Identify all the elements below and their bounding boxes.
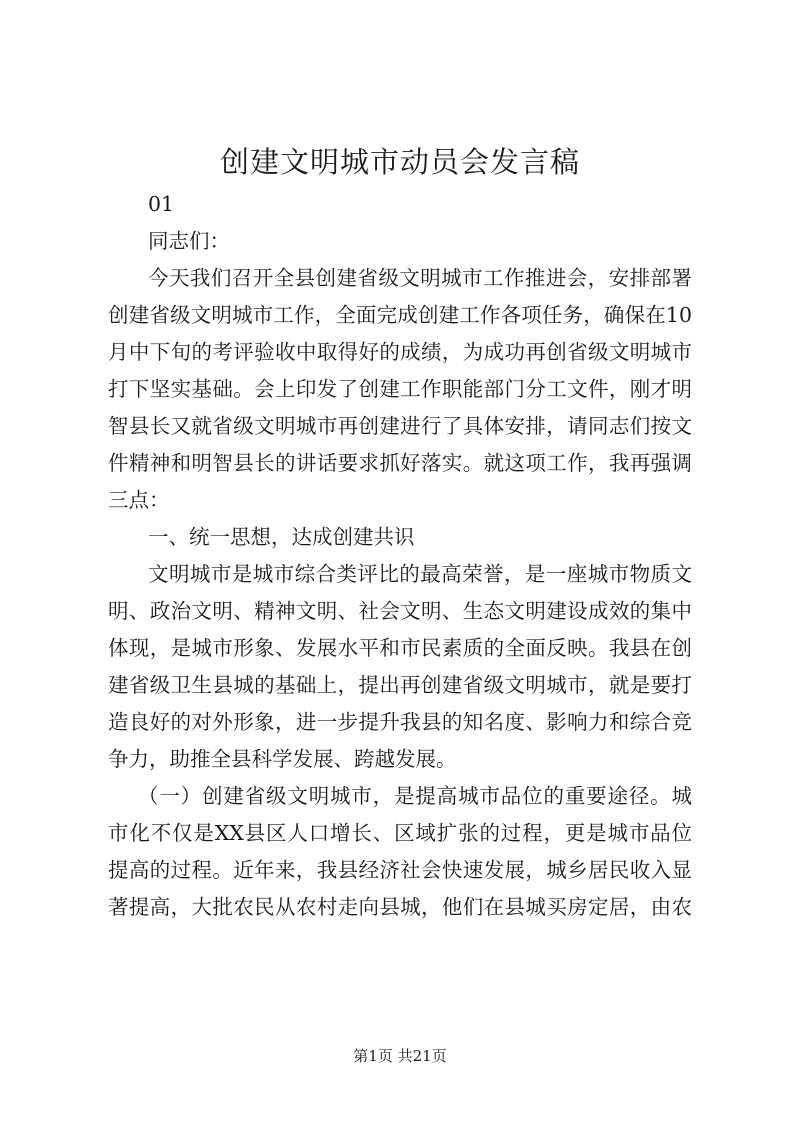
section-heading: 一、统一思想，达成创建共识 bbox=[148, 525, 415, 549]
paragraph-line: 文明城市是城市综合类评比的最高荣誉，是一座城市物质文 bbox=[148, 562, 692, 586]
paragraph-line: 著提高，大批农民从农村走向县城，他们在县城买房定居，由农 bbox=[108, 895, 692, 919]
paragraph-line: 市化不仅是XX县区人口增长、区域扩张的过程，更是城市品位 bbox=[108, 821, 692, 845]
salutation: 同志们： bbox=[148, 229, 230, 253]
paragraph-line: 智县长又就省级文明城市再创建进行了具体安排，请同志们按文 bbox=[108, 414, 692, 438]
paragraph-line: 今天我们召开全县创建省级文明城市工作推进会，安排部署 bbox=[148, 266, 692, 290]
paragraph-line: 月中下旬的考评验收中取得好的成绩，为成功再创省级文明城市 bbox=[108, 340, 692, 364]
document-title: 创建文明城市动员会发言稿 bbox=[219, 145, 580, 179]
paragraph-line: 明、政治文明、精神文明、社会文明、生态文明建设成效的集中 bbox=[108, 599, 692, 623]
paragraph-line: 体现，是城市形象、发展水平和市民素质的全面反映。我县在创 bbox=[108, 636, 692, 660]
page-footer: 第1页 共21页 bbox=[353, 1047, 447, 1065]
paragraph-line: 造良好的对外形象，进一步提升我县的知名度、影响力和综合竞 bbox=[108, 710, 692, 734]
paragraph-line: 创建省级文明城市工作，全面完成创建工作各项任务，确保在10 bbox=[108, 303, 692, 327]
paragraph-line: 提高的过程。近年来，我县经济社会快速发展，城乡居民收入显 bbox=[108, 858, 692, 882]
paragraph-line: 建省级卫生县城的基础上，提出再创建省级文明城市，就是要打 bbox=[108, 673, 692, 697]
paragraph-line: 三点： bbox=[108, 488, 170, 512]
paragraph-line: （一）创建省级文明城市，是提高城市品位的重要途径。城 bbox=[138, 784, 692, 808]
document-body bbox=[108, 186, 692, 926]
paragraph-line: 争力，助推全县科学发展、跨越发展。 bbox=[108, 747, 457, 771]
paragraph-line: 件精神和明智县长的讲话要求抓好落实。就这项工作，我再强调 bbox=[108, 451, 692, 475]
section-number: 01 bbox=[148, 192, 175, 216]
paragraph-line: 打下坚实基础。会上印发了创建工作职能部门分工文件，刚才明 bbox=[108, 377, 692, 401]
